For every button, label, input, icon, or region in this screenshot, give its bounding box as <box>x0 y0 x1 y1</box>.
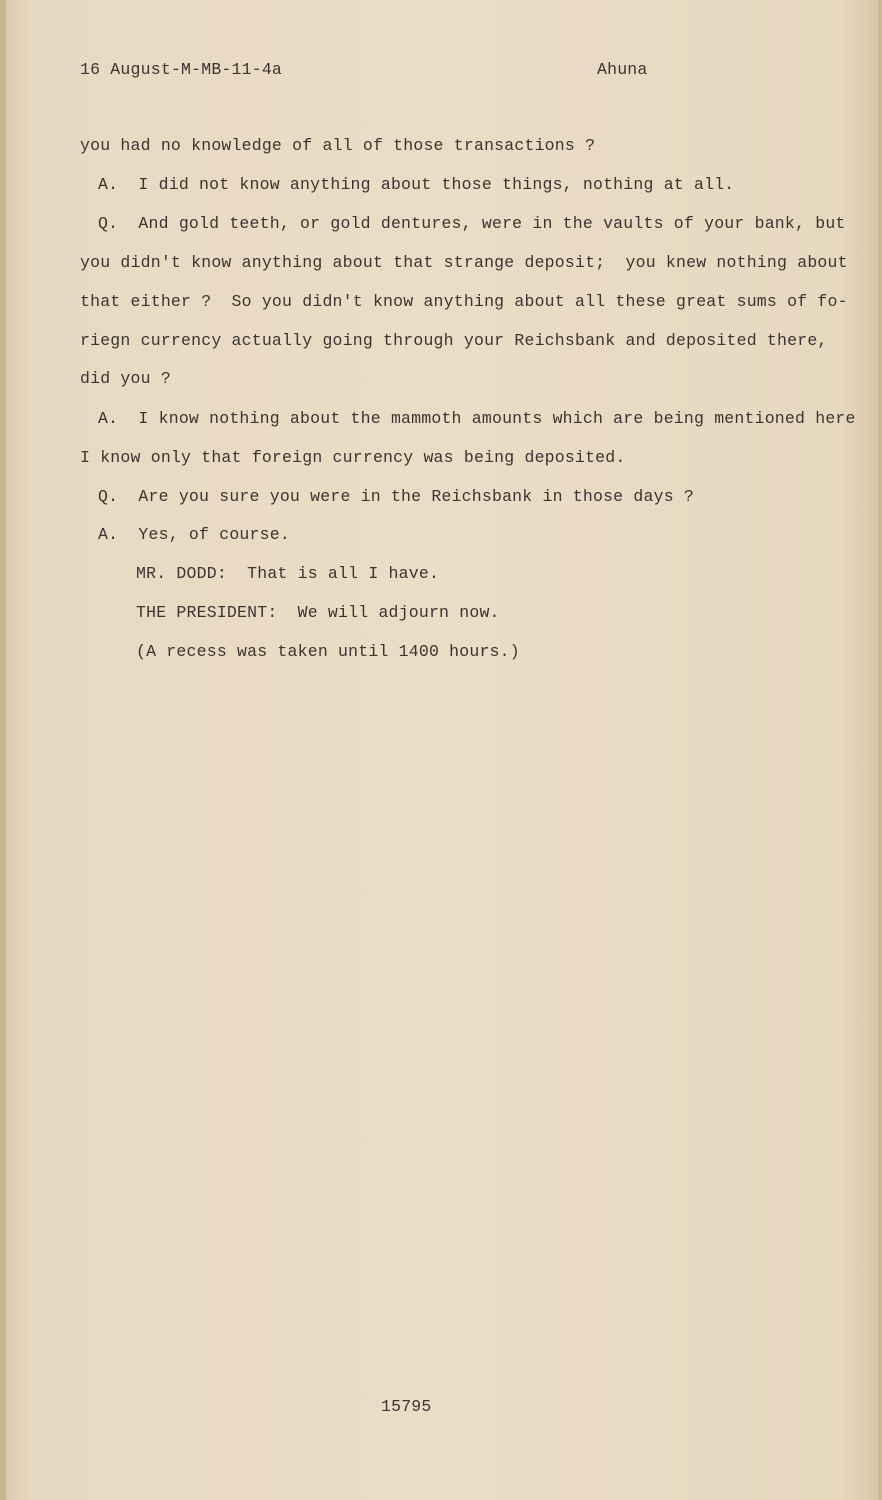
transcript-line-10: Q. Are you sure you were in the Reichsbank in those days ? <box>98 487 694 506</box>
paper-edge-right <box>878 0 882 1500</box>
transcript-line-5: that either ? So you didn't know anything about all these great sums of fo- <box>80 292 848 311</box>
page-number: 15795 <box>381 1397 432 1416</box>
transcript-line-13: THE PRESIDENT: We will adjourn now. <box>136 603 500 622</box>
transcript-line-11: A. Yes, of course. <box>98 525 290 544</box>
transcript-line-8: A. I know nothing about the mammoth amounts which are being mentioned here <box>98 409 856 428</box>
header-reference: 16 August-M-MB-11-4a <box>80 60 283 79</box>
transcript-line-12: MR. DODD: That is all I have. <box>136 564 440 583</box>
transcript-line-6: riegn currency actually going through your Reichsbank and deposited there, <box>80 331 828 350</box>
transcript-line-1: you had no knowledge of all of those transactions ? <box>80 136 596 155</box>
paper-edge-left <box>0 0 6 1500</box>
transcript-line-4: you didn't know anything about that strange deposit; you knew nothing about <box>80 253 848 272</box>
transcript-line-3: Q. And gold teeth, or gold dentures, were in the vaults of your bank, but <box>98 214 846 233</box>
transcript-line-2: A. I did not know anything about those things, nothing at all. <box>98 175 735 194</box>
transcript-line-9: I know only that foreign currency was being deposited. <box>80 448 626 467</box>
header-reporter: Ahuna <box>597 60 648 79</box>
transcript-line-7: did you ? <box>80 369 171 388</box>
transcript-line-14: (A recess was taken until 1400 hours.) <box>136 642 520 661</box>
